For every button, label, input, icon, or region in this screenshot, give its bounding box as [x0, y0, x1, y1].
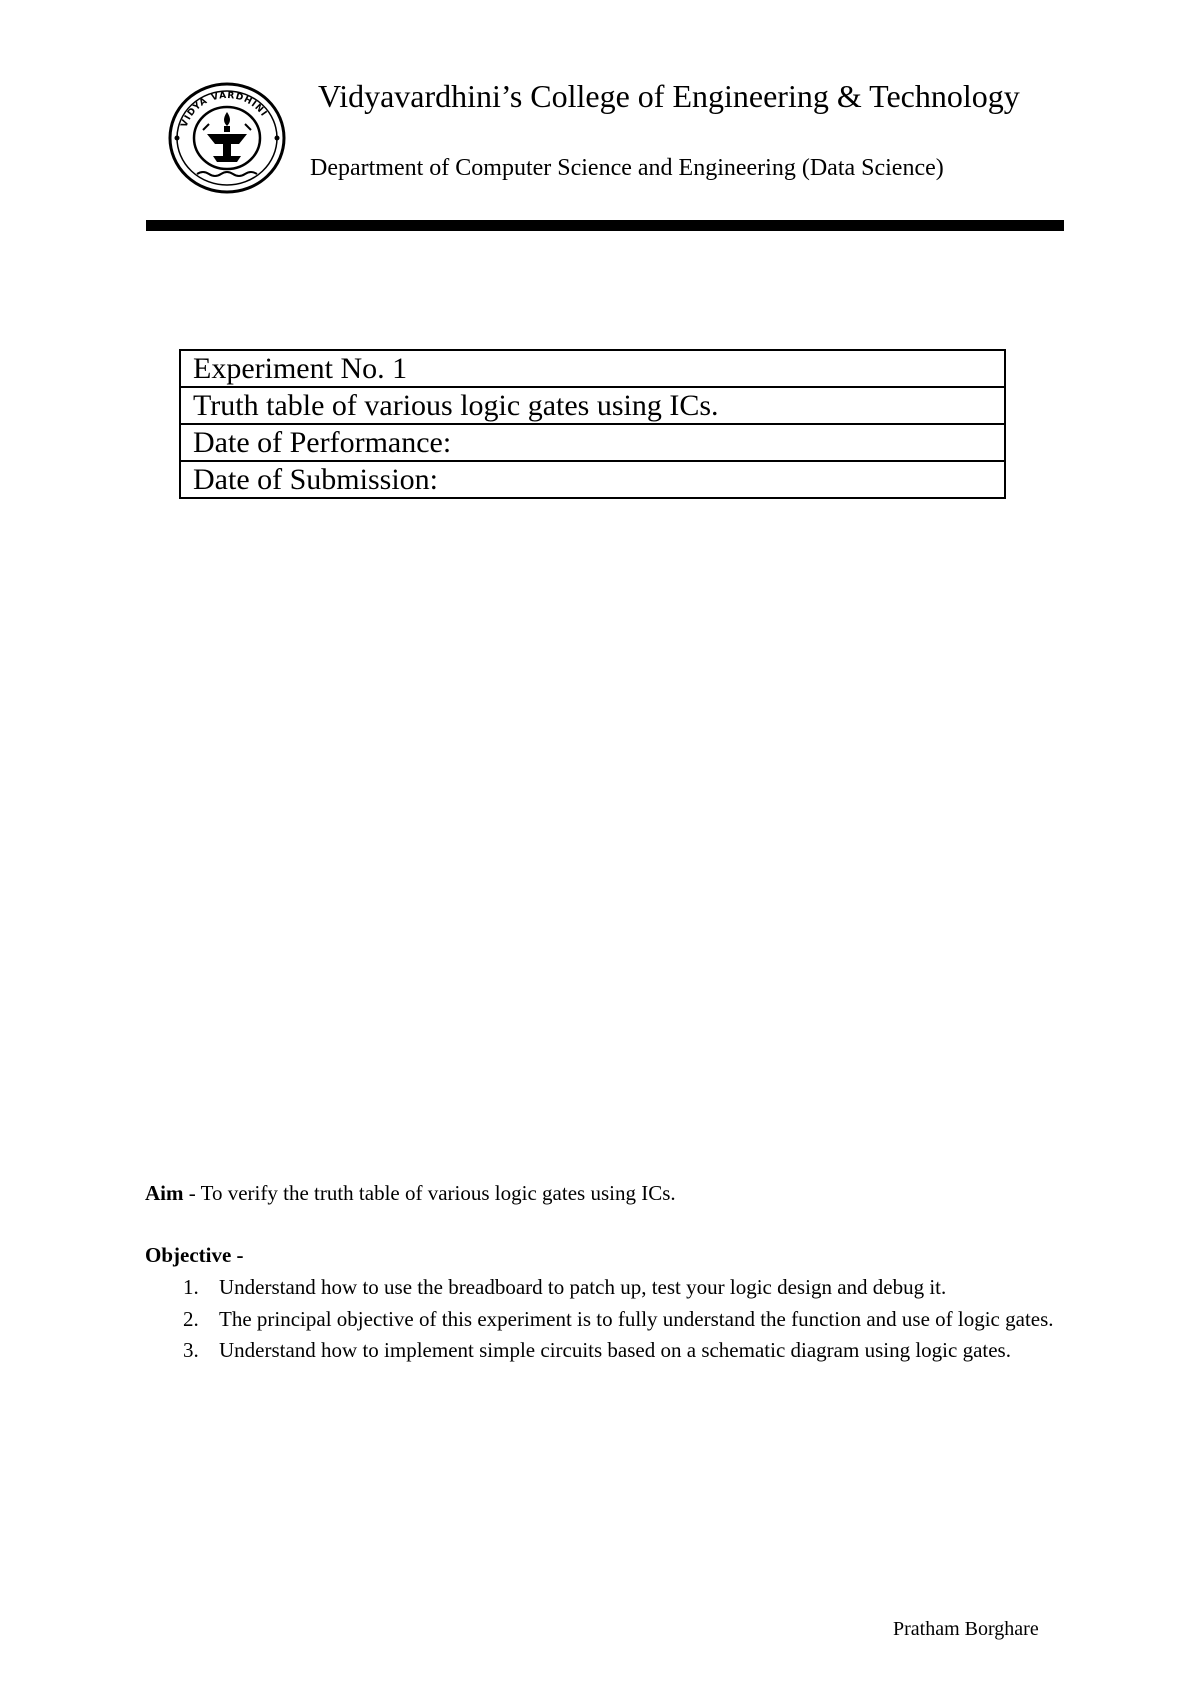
list-number: 3.: [183, 1338, 199, 1362]
list-item-text: Understand how to implement simple circuits based on a schematic diagram using logic gates.: [219, 1338, 1011, 1362]
date-of-submission: Date of Submission:: [180, 461, 1005, 498]
list-number: 2.: [183, 1306, 199, 1331]
list-item: [145, 1272, 1063, 1304]
experiment-info-table: [179, 349, 1006, 499]
table-row: [180, 424, 1005, 461]
table-row: [180, 350, 1005, 387]
objective-title: Objective -: [145, 1243, 244, 1267]
list-item: [145, 1335, 1063, 1367]
department-name: Department of Computer Science and Engineering (Data Science): [310, 155, 944, 181]
aim-label: Aim: [145, 1181, 184, 1205]
list-number: 1.: [183, 1275, 199, 1299]
experiment-title: Truth table of various logic gates using ICs.: [180, 387, 1005, 424]
college-name: Vidyavardhini’s College of Engineering & Technology: [318, 78, 1020, 114]
experiment-number: Experiment No. 1: [180, 350, 1005, 387]
footer-author: Pratham Borghare: [893, 1618, 1039, 1640]
list-item-text: Understand how to use the breadboard to patch up, test your logic design and debug it.: [219, 1275, 947, 1299]
college-seal-icon: [167, 82, 287, 194]
list-item: [145, 1304, 1063, 1336]
objective-list: [145, 1272, 1063, 1367]
table-row: [180, 387, 1005, 424]
list-item-text: The principal objective of this experiment is to fully understand the function and use of logic gates.: [219, 1306, 1054, 1331]
svg-text:VIDYA VARDHINI: VIDYA VARDHINI: [179, 90, 269, 129]
header-divider: [146, 220, 1064, 231]
aim-section: [145, 1178, 676, 1208]
table-row: [180, 461, 1005, 498]
aim-text: - To verify the truth table of various logic gates using ICs.: [183, 1181, 676, 1205]
college-logo: [167, 82, 287, 194]
date-of-performance: Date of Performance:: [180, 424, 1005, 461]
